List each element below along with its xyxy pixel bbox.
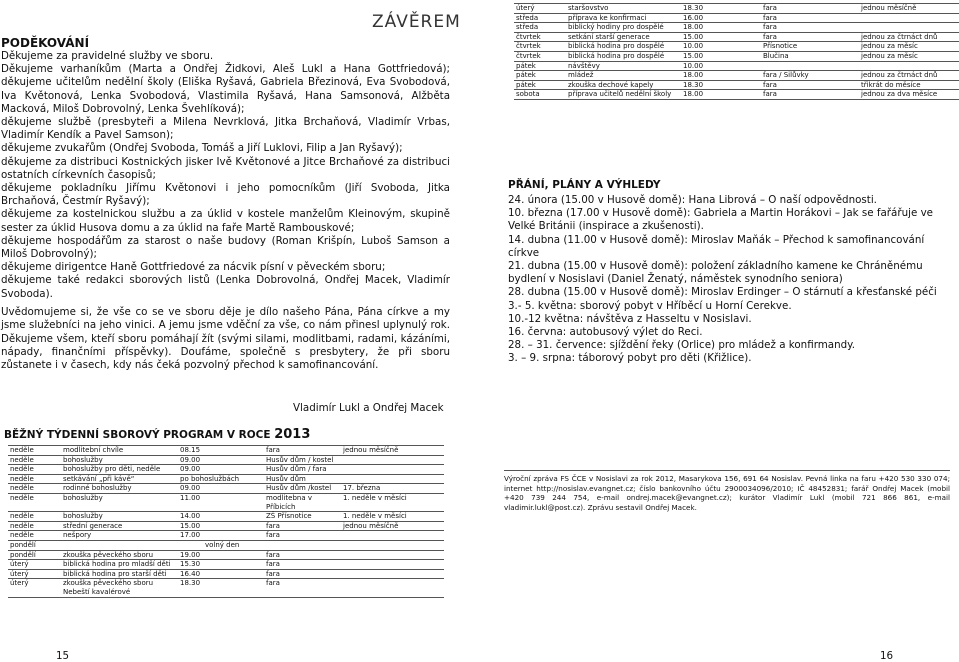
table-cell: rodinné bohoslužby [61, 484, 178, 494]
table-cell: neděle [8, 465, 61, 475]
thanks-heading: PODĚKOVÁNÍ [1, 36, 90, 50]
table-cell: pátek [514, 80, 566, 90]
table-row [8, 540, 444, 550]
table-cell: 16.40 [178, 569, 264, 579]
table-cell: 15.00 [178, 521, 264, 531]
table-cell [859, 13, 959, 23]
table-cell: staršovstvo [566, 4, 681, 14]
thanks-body [1, 50, 450, 301]
table-cell [341, 560, 444, 570]
table-cell [341, 569, 444, 579]
thanks-paragraph: děkujeme hospodářům za starost o naše budovy (Roman Krišpín, Luboš Samson a Miloš Dobrovolný); [1, 234, 450, 261]
table-row [514, 51, 959, 61]
table-cell: 11.00 [178, 493, 264, 511]
table-row [8, 550, 444, 560]
footer-text: Výroční zpráva FS ČCE v Nosislavi za rok 2012, Masarykova 156, 691 64 Nosislav. Pevná linka na faru +420 530 330 074; internet http://nosislav.evangnet.cz; číslo bankovního účtu 2900034096/2010; IČ 48452831; farář Ondřej Macek (mobil +420 739 244 754, e-mail ondrej.macek@evangnet.cz); kurátor Vladimír Lukl (mobil 721 866 861, e-mail vladimir.lukl@post.cz). Zprávu sestavil Ondřej Macek. [504, 474, 950, 512]
table-cell: 16.00 [681, 13, 761, 23]
list-item: 10. března (17.00 v Husově domě): Gabriela a Martin Horákovi – Jak se fařářuje ve Velké Británii (inspirace a zkušenosti). [508, 207, 933, 233]
table-cell: fara [264, 569, 341, 579]
table-cell: biblická hodina pro mladší děti [61, 560, 178, 570]
table-row [8, 512, 444, 522]
table-cell [859, 23, 959, 33]
table-cell: 1. neděle v měsíci [341, 493, 444, 511]
thanks-paragraph: děkujeme pokladníku Jiřímu Květonovi i jeho pomocníkům (Jiří Svoboda, Jitka Brchaňová, Čestmír Ryšavý); [1, 182, 450, 208]
table-cell: příprava ke konfirmaci [566, 13, 681, 23]
table-cell: 18.30 [681, 80, 761, 90]
program-year: 2013 [274, 427, 311, 442]
table-cell: biblický hodiny pro dospělé [566, 23, 681, 33]
table-row [8, 579, 444, 597]
table-cell: biblická hodina pro dospělé [566, 51, 681, 61]
table-row [8, 465, 444, 475]
table-row [514, 13, 959, 23]
table-cell: 17.00 [178, 531, 264, 541]
table-cell: po bohoslužbách [178, 474, 264, 484]
program-title-text: BĚŽNÝ TÝDENNÍ SBOROVÝ PROGRAM V ROCE [4, 429, 271, 441]
page-number-left: 15 [56, 650, 70, 662]
table-cell: bohoslužby pro děti, neděle [61, 465, 178, 475]
table-cell: čtvrtek [514, 32, 566, 42]
table-cell: fara / Silůvky [761, 71, 859, 81]
table-cell: Přísnotice [761, 42, 859, 52]
table-cell: fara [761, 80, 859, 90]
table-cell: zkouška pěveckého sboru [61, 550, 178, 560]
table-cell: pátek [514, 71, 566, 81]
table-cell: úterý [8, 569, 61, 579]
schedule-table-continued [514, 3, 959, 100]
table-cell [341, 465, 444, 475]
table-cell: Husův dům /kostel [264, 484, 341, 494]
list-item: 21. dubna (15.00 v Husově domě): položení základního kamene ke Chráněnému bydlení v Nosislavi (Daniel Ženatý, náměstek synodního seniora) [508, 260, 923, 286]
table-row [8, 569, 444, 579]
thanks-paragraph: děkujeme také redakci sborových listů (Lenka Dobrovolná, Ondřej Macek, Vladimír Svoboda). [1, 274, 450, 300]
table-cell: příprava učitelů nedělní školy [566, 90, 681, 100]
table-cell: jednou za dva měsíce [859, 90, 959, 100]
table-row [8, 484, 444, 494]
table-row [8, 493, 444, 511]
table-cell: 17. března [341, 484, 444, 494]
table-cell: fara [264, 531, 341, 541]
table-cell: neděle [8, 455, 61, 465]
table-cell: mládež [566, 71, 681, 81]
section-title: ZÁVĚREM [372, 12, 461, 32]
table-row [514, 42, 959, 52]
list-item: 24. února (15.00 v Husově domě): Hana Librová – O naší odpovědnosti. [508, 194, 877, 206]
table-cell: Husův dům / kostel [264, 455, 341, 465]
table-cell: 18.00 [681, 90, 761, 100]
thanks-paragraph: děkujeme dirigentce Haně Gottfriedové za nácvik písní v pěveckém sboru; [1, 261, 386, 274]
table-cell [859, 61, 959, 71]
list-item: 10.-12 května: návštěva z Hasseltu v Nosislavi. [508, 312, 752, 325]
table-row [8, 474, 444, 484]
table-row [514, 4, 959, 14]
list-item: 28. – 31. července: sjíždění řeky (Orlice) pro mládež a konfirmandy. [508, 339, 856, 352]
thanks-paragraph: děkujeme službě (presbyteři a Milena Nevrklová, Jitka Brchaňová, Vladimír Vrbas, Vladimír Kendík a Pavel Samson); [1, 116, 450, 142]
table-cell: modlitební chvíle [61, 446, 178, 456]
table-cell: neděle [8, 484, 61, 494]
footer-rule [504, 470, 950, 471]
table-cell: fara [761, 13, 859, 23]
table-cell: biblická hodina pro starší děti [61, 569, 178, 579]
table-cell: 14.00 [178, 512, 264, 522]
table-cell [761, 61, 859, 71]
list-item: 14. dubna (11.00 v Husově domě): Miroslav Maňák – Přechod k samofinancování církve [508, 233, 925, 259]
table-cell [341, 531, 444, 541]
table-cell: jednou za čtrnáct dnů [859, 71, 959, 81]
table-cell: nešpory [61, 531, 178, 541]
list-item: 28. dubna (15.00 v Husově domě): Miroslav Erdinger – O stárnutí a křesťanské péči [508, 286, 937, 299]
table-cell: 08.15 [178, 446, 264, 456]
table-cell: pondělí [8, 550, 61, 560]
table-cell: 18.00 [681, 71, 761, 81]
table-cell: neděle [8, 474, 61, 484]
table-cell: setkání starší generace [566, 32, 681, 42]
table-cell: fara [264, 579, 341, 597]
table-cell: 15.30 [178, 560, 264, 570]
table-row [514, 90, 959, 100]
table-cell: neděle [8, 531, 61, 541]
table-cell: 09.00 [178, 465, 264, 475]
table-cell: jednou měsíčně [341, 446, 444, 456]
table-cell: Husův dům / fara [264, 465, 341, 475]
thanks-paragraph: Děkujeme varhaníkům (Marta a Ondřej Židkovi, Aleš Lukl a Hana Gottfriedová); děkujeme učitelům nedělní školy (Eliška Ryšavá, Gabriela Březinová, Eva Svobodová, Iva Květonová, Lenka Svobodová, Vlastimila Ryšavá, Hana Samsonová, Alžběta Macková, Miloš Dobrovolný, Lenka Švehlíková); [1, 63, 450, 115]
table-cell: biblická hodina pro dospělé [566, 42, 681, 52]
table-cell: 18.30 [681, 4, 761, 14]
table-cell: jednou měsíčně [341, 521, 444, 531]
table-cell: fara [264, 560, 341, 570]
table-cell: jednou za měsíc [859, 51, 959, 61]
table-cell: čtvrtek [514, 42, 566, 52]
table-cell: zkouška dechové kapely [566, 80, 681, 90]
table-cell: jednou za měsíc [859, 42, 959, 52]
table-row [8, 531, 444, 541]
table-cell [341, 550, 444, 560]
table-cell: jednou za čtrnáct dnů [859, 32, 959, 42]
table-cell: 1. neděle v měsíci [341, 512, 444, 522]
table-cell: fara [761, 90, 859, 100]
table-cell: 18.00 [681, 23, 761, 33]
thanks-paragraph: děkujeme za distribuci Kostnických jisker Ivě Květonové a Jitce Brchaňové za distribuci ostatních církevních časopisů; [1, 155, 450, 181]
left-page [0, 0, 461, 662]
table-row [8, 521, 444, 531]
table-cell: středa [514, 13, 566, 23]
table-cell: fara [761, 23, 859, 33]
wishes-title: PŘÁNÍ, PLÁNY A VÝHLEDY [508, 179, 661, 191]
table-cell [341, 474, 444, 484]
table-cell: 09.00 [178, 455, 264, 465]
table-cell: bohoslužby [61, 455, 178, 465]
table-row [8, 455, 444, 465]
table-cell: fara [761, 32, 859, 42]
schedule-table [8, 445, 444, 598]
table-cell: neděle [8, 521, 61, 531]
table-cell: neděle [8, 446, 61, 456]
table-row [514, 32, 959, 42]
table-cell: Husův dům [264, 474, 341, 484]
page-number-right: 16 [880, 650, 894, 662]
table-cell: neděle [8, 493, 61, 511]
table-cell: fara [761, 4, 859, 14]
table-row [514, 71, 959, 81]
table-cell: úterý [8, 560, 61, 570]
table-cell: 10.00 [681, 61, 761, 71]
table-cell: ZŠ Přísnotice [264, 512, 341, 522]
table-cell: bohoslužby [61, 493, 178, 511]
table-cell: Blučina [761, 51, 859, 61]
closing-paragraph: Uvědomujeme si, že vše co se ve sboru děje je dílo našeho Pána, Pána církve a my jsme služebníci na jeho vinici. A jemu jsme vděční za vše, co nám přinesl uplynulý rok. Děkujeme všem, kteří sboru pomáhají žít (svými silami, modlitbami, radami, kázáními, nápady, finančními příspěvky). Doufáme, společně s presbytery, že při sboru zůstanete i v časech, kdy nás čeká pozvolný přechod k samofinancování. [1, 306, 450, 372]
table-cell: úterý [8, 579, 61, 597]
table-cell [341, 455, 444, 465]
thanks-paragraph: děkujeme zvukařům (Ondřej Svoboda, Tomáš a Jiří Luklovi, Filip a Jan Ryšavý); [1, 142, 403, 155]
table-cell: fara [264, 446, 341, 456]
thanks-paragraph: Děkujeme za pravidelné služby ve sboru. [1, 50, 214, 62]
table-cell: setkávání „při kávě“ [61, 474, 178, 484]
signature: Vladimír Lukl a Ondřej Macek [293, 402, 444, 414]
table-cell: střední generace [61, 521, 178, 531]
table-cell [341, 579, 444, 597]
right-page [504, 0, 959, 662]
table-cell: 10.00 [681, 42, 761, 52]
table-cell: 15.00 [681, 51, 761, 61]
table-cell: modlitebna v Příbicích [264, 493, 341, 511]
table-row [8, 446, 444, 456]
table-row [514, 23, 959, 33]
table-cell: volný den [61, 540, 444, 550]
table-cell: 18.30 [178, 579, 264, 597]
list-item: 3.- 5. května: sborový pobyt v Hříběcí u Horní Cerekve. [508, 299, 792, 312]
list-item: 3. – 9. srpna: táborový pobyt pro děti (Křižlice). [508, 352, 752, 365]
table-cell: 09.00 [178, 484, 264, 494]
table-cell: jednou měsíčně [859, 4, 959, 14]
table-cell: pátek [514, 61, 566, 71]
table-cell: třikrát do měsíce [859, 80, 959, 90]
table-cell: fara [264, 521, 341, 531]
table-cell: bohoslužby [61, 512, 178, 522]
table-row [514, 80, 959, 90]
table-cell: návštěvy [566, 61, 681, 71]
table-cell: 15.00 [681, 32, 761, 42]
wishes-list [508, 194, 953, 366]
table-cell: 19.00 [178, 550, 264, 560]
table-cell: sobota [514, 90, 566, 100]
table-cell: čtvrtek [514, 51, 566, 61]
table-cell: zkouška pěveckého sboru Nebeští kavalérové [61, 579, 178, 597]
table-cell: úterý [514, 4, 566, 14]
program-title [4, 427, 310, 442]
table-row [514, 61, 959, 71]
table-row [8, 560, 444, 570]
list-item: 16. června: autobusový výlet do Reci. [508, 326, 703, 339]
thanks-paragraph: děkujeme za kostelnickou službu a za úklid v kostele manželům Kleinovým, skupině sester za úklid Husova domu a za úklid na faře Martě Rambouskové; [1, 208, 450, 234]
table-cell: neděle [8, 512, 61, 522]
table-cell: fara [264, 550, 341, 560]
table-cell: středa [514, 23, 566, 33]
table-cell: pondělí [8, 540, 61, 550]
